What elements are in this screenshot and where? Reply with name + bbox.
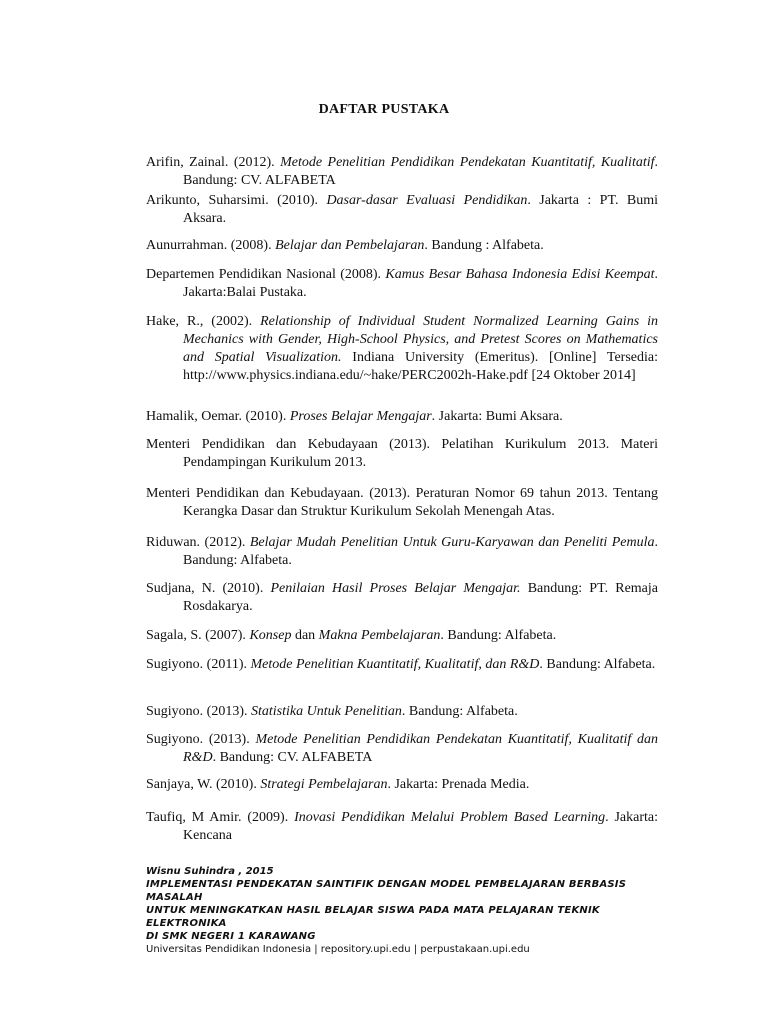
- reference-item: Departemen Pendidikan Nasional (2008). Kamus Besar Bahasa Indonesia Edisi Keempat. Jakarta:Balai Pustaka.: [146, 267, 658, 300]
- reference-item: Aunurrahman. (2008). Belajar dan Pembelajaran. Bandung : Alfabeta.: [146, 238, 544, 253]
- reference-item: Sagala, S. (2007). Konsep dan Makna Pembelajaran. Bandung: Alfabeta.: [146, 628, 557, 643]
- reference-item: Menteri Pendidikan dan Kebudayaan. (2013). Peraturan Nomor 69 tahun 2013. Tentang Kerangka Dasar dan Struktur Kurikulum Sekolah Menengah Atas.: [146, 486, 658, 519]
- reference-item: Menteri Pendidikan dan Kebudayaan (2013). Pelatihan Kurikulum 2013. Materi Pendampingan Kurikulum 2013.: [146, 437, 658, 470]
- reference-item: Arifin, Zainal. (2012). Metode Penelitian Pendidikan Pendekatan Kuantitatif, Kualitatif. Bandung: CV. ALFABETA: [146, 155, 658, 188]
- footer-thesis-title-line: UNTUK MENINGKATKAN HASIL BELAJAR SISWA PADA MATA PELAJARAN TEKNIK ELEKTRONIKA: [146, 905, 600, 929]
- footer-thesis-title-line: IMPLEMENTASI PENDEKATAN SAINTIFIK DENGAN MODEL PEMBELAJARAN BERBASIS MASALAH: [146, 879, 627, 903]
- reference-item: Sudjana, N. (2010). Penilaian Hasil Proses Belajar Mengajar. Bandung: PT. Remaja Rosdakarya.: [146, 581, 658, 614]
- reference-item: Arikunto, Suharsimi. (2010). Dasar-dasar Evaluasi Pendidikan. Jakarta : PT. Bumi Aksara.: [146, 193, 658, 226]
- reference-item: Sugiyono. (2013). Statistika Untuk Penelitian. Bandung: Alfabeta.: [146, 704, 518, 719]
- reference-item: Sanjaya, W. (2010). Strategi Pembelajaran. Jakarta: Prenada Media.: [146, 777, 530, 792]
- page-footer: [146, 865, 676, 956]
- footer-thesis-title-line: DI SMK NEGERI 1 KARAWANG: [146, 931, 316, 942]
- reference-item: Hamalik, Oemar. (2010). Proses Belajar Mengajar. Jakarta: Bumi Aksara.: [146, 409, 563, 424]
- footer-author: Wisnu Suhindra , 2015: [146, 866, 274, 877]
- reference-item: Riduwan. (2012). Belajar Mudah Penelitian Untuk Guru-Karyawan dan Peneliti Pemula. Bandung: Alfabeta.: [146, 535, 658, 568]
- reference-item: Taufiq, M Amir. (2009). Inovasi Pendidikan Melalui Problem Based Learning. Jakarta: Kencana: [146, 810, 659, 843]
- reference-item: Sugiyono. (2011). Metode Penelitian Kuantitatif, Kualitatif, dan R&D. Bandung: Alfabeta.: [146, 657, 656, 672]
- reference-item: Hake, R., (2002). Relationship of Individual Student Normalized Learning Gains in Mechanics with Gender, High-School Physics, and Pretest Scores on Mathematics and Spatial Visualization. Indiana University (Emeritus). [Online] Tersedia: http://www.physics.indiana.edu/~hake/PERC2002h-Hake.pdf [24 Oktober 2014]: [146, 314, 659, 383]
- footer-university-links: Universitas Pendidikan Indonesia | repository.upi.edu | perpustakaan.upi.edu: [146, 944, 530, 955]
- page-title: DAFTAR PUSTAKA: [318, 102, 450, 117]
- reference-item: Sugiyono. (2013). Metode Penelitian Pendidikan Pendekatan Kuantitatif, Kualitatif dan R&D. Bandung: CV. ALFABETA: [146, 732, 658, 765]
